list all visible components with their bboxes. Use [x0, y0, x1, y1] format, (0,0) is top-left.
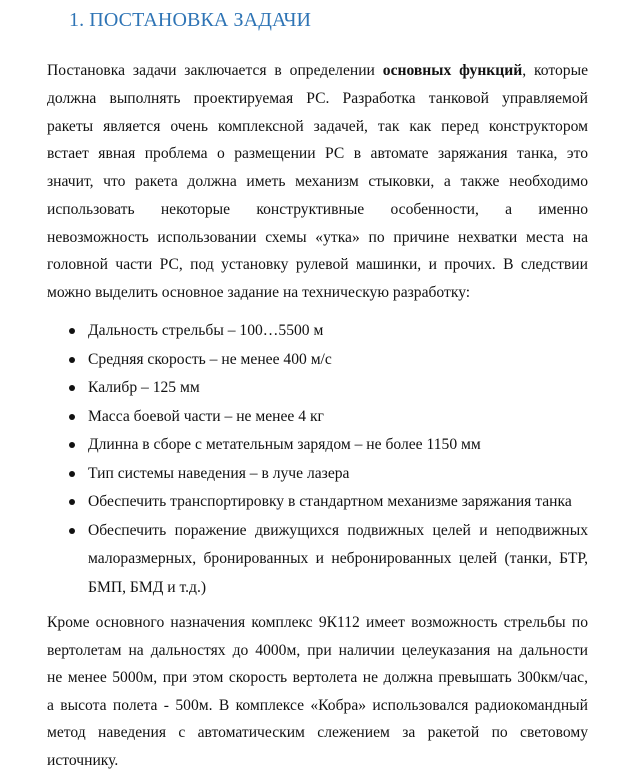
text-line: использовать некоторые конструктивные особенности, а именно	[47, 200, 588, 218]
bold-text: основных функций	[382, 62, 523, 79]
text-line: малоразмерных, бронированных и небронированных целей (танки, БТР,	[88, 550, 588, 567]
list-item	[47, 317, 588, 346]
text-line: должна выполнять проектируемая РС. Разработка танковой управляемой	[47, 89, 588, 107]
bullet-icon	[69, 471, 75, 477]
bullet-icon	[69, 528, 75, 534]
paragraph-conclusion	[47, 609, 588, 774]
list-item	[47, 346, 588, 375]
text-line: ракеты является очень комплексной задачей, так как перед конструктором	[47, 117, 588, 135]
list-item	[47, 488, 588, 517]
list-item	[47, 431, 588, 460]
text-line: можно выделить основное задание на техническую разработку:	[47, 284, 471, 301]
text-span: Постановка задачи заключается в определении	[47, 62, 383, 79]
text-line: Тип системы наведения – в луче лазера	[88, 464, 350, 482]
list-item	[47, 374, 588, 403]
bullet-icon	[69, 328, 75, 334]
bullet-icon	[69, 385, 75, 391]
list-item	[47, 403, 588, 432]
text-line: Дальность стрельбы – 100…5500 м	[88, 322, 324, 339]
text-line: а высота полета - 500м. В комплексе «Кобра» использовался радиокомандный	[47, 696, 588, 714]
text-span: , которые	[522, 62, 588, 79]
text-line: Обеспечить поражение движущихся подвижных целей и неподвижных	[88, 521, 588, 539]
text-line: не менее 5000м, при этом скорость вертолета не должна превышать 300км/час,	[47, 669, 588, 686]
text-line	[47, 57, 588, 85]
bullet-icon	[69, 414, 75, 420]
text-line: невозможность использовании схемы «утка» по причине нехватки места на	[47, 228, 588, 246]
list-item	[47, 460, 588, 489]
text-line: метод наведения с автоматическим слежением за ракетой по световому	[47, 724, 588, 741]
bullet-icon	[69, 442, 75, 448]
text-line: головной части РС, под установку рулевой машинки, и прочих. В следствии	[47, 256, 588, 274]
paragraph-intro	[47, 57, 588, 307]
text-line: значит, что ракета должна иметь механизм стыковки, а также необходимо	[47, 173, 588, 190]
bullet-icon	[69, 357, 75, 363]
text-line: Обеспечить транспортировку в стандартном механизме заряжания танка	[88, 493, 572, 510]
text-line: Длинна в сборе с метательным зарядом – не более 1150 мм	[88, 436, 481, 453]
text-line: Кроме основного назначения комплекс 9К112 имеет возможность стрельбы по	[47, 614, 588, 631]
text-line: источнику.	[47, 751, 119, 769]
section-heading: 1. ПОСТАНОВКА ЗАДАЧИ	[69, 9, 312, 31]
text-line: Калибр – 125 мм	[88, 379, 200, 396]
text-line: встает явная проблема о размещении РС в автомате заряжания танка, это	[47, 145, 588, 163]
bullet-icon	[69, 499, 75, 505]
text-line: БМП, БМД и т.д.)	[88, 578, 207, 596]
text-line: Средняя скорость – не менее 400 м/с	[88, 350, 332, 368]
text-line: Масса боевой части – не менее 4 кг	[88, 407, 324, 425]
requirements-list	[47, 317, 588, 602]
text-line: вертолетам на дальностях до 4000м, при наличии целеуказания на дальности	[47, 641, 588, 659]
list-item	[47, 517, 588, 603]
